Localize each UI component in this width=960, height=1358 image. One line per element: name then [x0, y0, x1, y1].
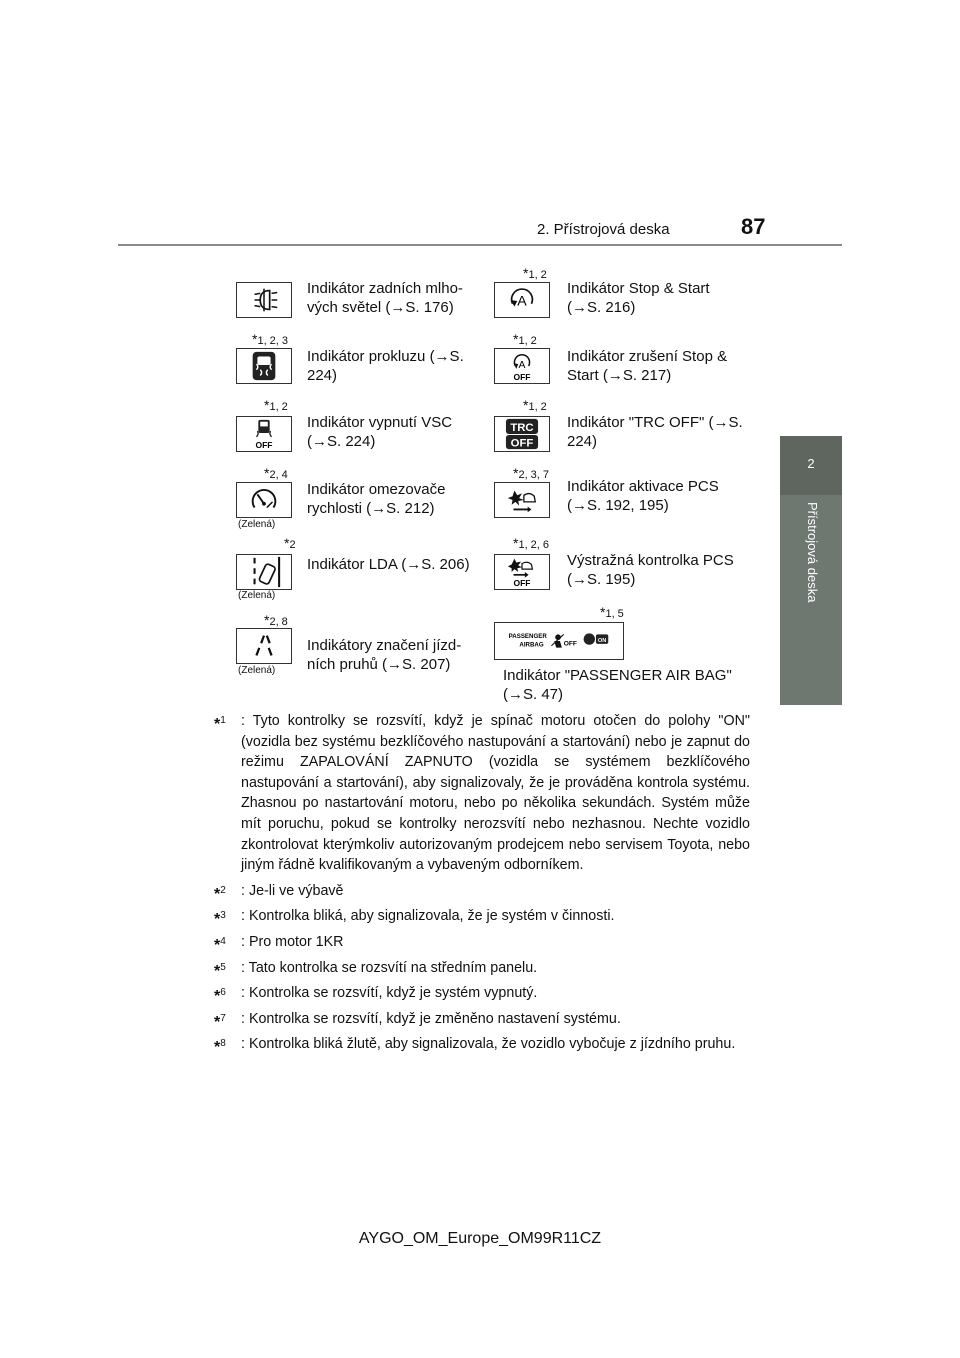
rear-fog-desc: Indikátor zadních mlho-vých světel (→S. 176)	[307, 280, 463, 316]
footnote-marker: *$^2$	[214, 884, 226, 903]
lane-markings-desc: Indikátory značení jízd-ních pruhů (→S. 207)	[307, 637, 462, 673]
footnote	[214, 906, 750, 927]
lane-markings-sup: *2, 8	[264, 612, 288, 628]
footnote	[214, 958, 750, 979]
footnote-text: : Pro motor 1KR	[241, 933, 344, 950]
stop-start-icon	[494, 282, 550, 318]
footnote-marker: *$^6$	[214, 987, 226, 1005]
stop-start-sup: *1, 2	[523, 265, 547, 281]
footnote-text: : Kontrolka se rozsvítí, když je systém vypnutý.	[241, 985, 538, 1002]
footnote	[214, 932, 750, 953]
lane-markings-color-note: (Zelená)	[238, 665, 276, 676]
footnote-marker: *$^5$	[214, 961, 226, 980]
footnote-text: : Kontrolka se rozsvítí, když je změněno nastavení systému.	[241, 1010, 621, 1027]
passenger-airbag-desc: Indikátor "PASSENGER AIR BAG" (→S. 47)	[503, 667, 732, 703]
speed-limiter-color-note: (Zelená)	[238, 519, 276, 530]
chapter-tab	[780, 436, 842, 495]
svg-text:ON: ON	[597, 637, 607, 644]
footnote-marker: *$^7$	[214, 1012, 226, 1031]
slip-indicator-icon	[236, 348, 292, 384]
footnote	[214, 711, 750, 876]
footnote-text: : Kontrolka bliká žlutě, aby signalizovala, že vozidlo vybočuje z jízdního pruhu.	[241, 1036, 736, 1053]
stop-start-off-desc: Indikátor zrušení Stop & Start (→S. 217)	[567, 348, 728, 384]
slip-desc: Indikátor prokluzu (→S. 224)	[307, 348, 464, 384]
footnote	[214, 1009, 750, 1030]
header-divider	[118, 244, 842, 246]
svg-text:A: A	[517, 293, 527, 310]
pcs-active-sup: *2, 3, 7	[513, 465, 550, 481]
lane-markings-icon	[236, 628, 292, 664]
slip-sup: *1, 2, 3	[252, 331, 289, 347]
speed-limiter-icon	[236, 482, 292, 518]
page-number: 87	[741, 214, 766, 239]
vsc-off-desc: Indikátor vypnutí VSC (→S. 224)	[307, 414, 453, 450]
footnote	[214, 983, 750, 1004]
footnote-marker: *$^8$	[214, 1038, 226, 1057]
footnote-text: : Kontrolka bliká, aby signalizovala, že je systém v činnosti.	[241, 908, 615, 925]
footnotes	[214, 711, 750, 1060]
svg-text:PASSENGER: PASSENGER	[508, 633, 547, 641]
footnote	[214, 1034, 750, 1055]
svg-text:OFF: OFF	[513, 578, 531, 589]
stop-start-desc: Indikátor Stop & Start (→S. 216)	[567, 280, 710, 316]
rear-fog-light-icon	[236, 282, 292, 318]
chapter-number: 2	[807, 456, 815, 471]
svg-text:A: A	[518, 359, 526, 371]
section-title: 2. Přístrojová deska	[537, 221, 670, 238]
lda-color-note: (Zelená)	[238, 590, 276, 601]
pcs-active-icon	[494, 482, 550, 518]
svg-text:OFF: OFF	[255, 440, 273, 451]
svg-text:TRC: TRC	[510, 422, 534, 435]
speed-limiter-sup: *2, 4	[264, 465, 288, 481]
trc-off-icon	[494, 416, 550, 452]
footnote-text: : Tyto kontrolky se rozsvítí, když je spínač motoru otočen do polohy "ON" (vozidla bez systému bezklíčového nastupování a startování) nebo je zapnut do režimu ZAPALOVÁNÍ ZAPNUTO (vozidla se systémem bezklíčového nastupování a startování), aby signalizovaly, že je prováděna kontrola systému. Zhasnou po nastartování motoru, nebo po několika sekundách. Systém může mít poruchu, pokud se kontrolky nerozsvítí nebo nezhasnou. Nechte vozidlo zkontrolovat kterýmkoliv autorizovaným prodejcem nebo servisem Toyota, nebo jiným řádně kvalifikovaným a vybaveným odborníkem.	[241, 713, 750, 874]
document-code: AYGO_OM_Europe_OM99R11CZ	[358, 1230, 602, 1247]
pcs-warning-sup: *1, 2, 6	[513, 535, 550, 551]
passenger-airbag-icon	[494, 622, 624, 660]
trc-off-desc: Indikátor "TRC OFF" (→S. 224)	[567, 414, 743, 450]
svg-text:OFF: OFF	[513, 372, 531, 383]
lda-icon	[236, 554, 292, 590]
pcs-active-desc: Indikátor aktivace PCS (→S. 192, 195)	[567, 478, 719, 514]
pcs-warning-icon	[494, 554, 550, 590]
footnote-marker: *$^3$	[214, 910, 226, 929]
footnote-text: : Tato kontrolka se rozsvítí na středním panelu.	[241, 959, 538, 976]
pcs-warning-desc: Výstražná kontrolka PCS (→S. 195)	[567, 552, 734, 588]
passenger-airbag-sup: *1, 5	[600, 604, 624, 620]
lda-desc: Indikátor LDA (→S. 206)	[307, 556, 470, 573]
svg-text:AIRBAG: AIRBAG	[519, 641, 544, 649]
vsc-off-sup: *1, 2	[264, 397, 288, 413]
footnote	[214, 881, 750, 902]
footnote-text: : Je-li ve výbavě	[241, 882, 344, 899]
svg-text:OFF: OFF	[563, 640, 577, 648]
footnote-marker: *$^4$	[214, 935, 226, 954]
vsc-off-icon	[236, 416, 292, 452]
trc-off-sup: *1, 2	[523, 397, 547, 413]
stop-start-off-icon	[494, 348, 550, 384]
speed-limiter-desc: Indikátor omezovače rychlosti (→S. 212)	[307, 481, 446, 517]
lda-sup: *2	[284, 535, 296, 551]
stop-start-off-sup: *1, 2	[513, 331, 537, 347]
svg-text:OFF: OFF	[510, 437, 534, 450]
footnote-marker: *$^1$	[214, 715, 226, 733]
